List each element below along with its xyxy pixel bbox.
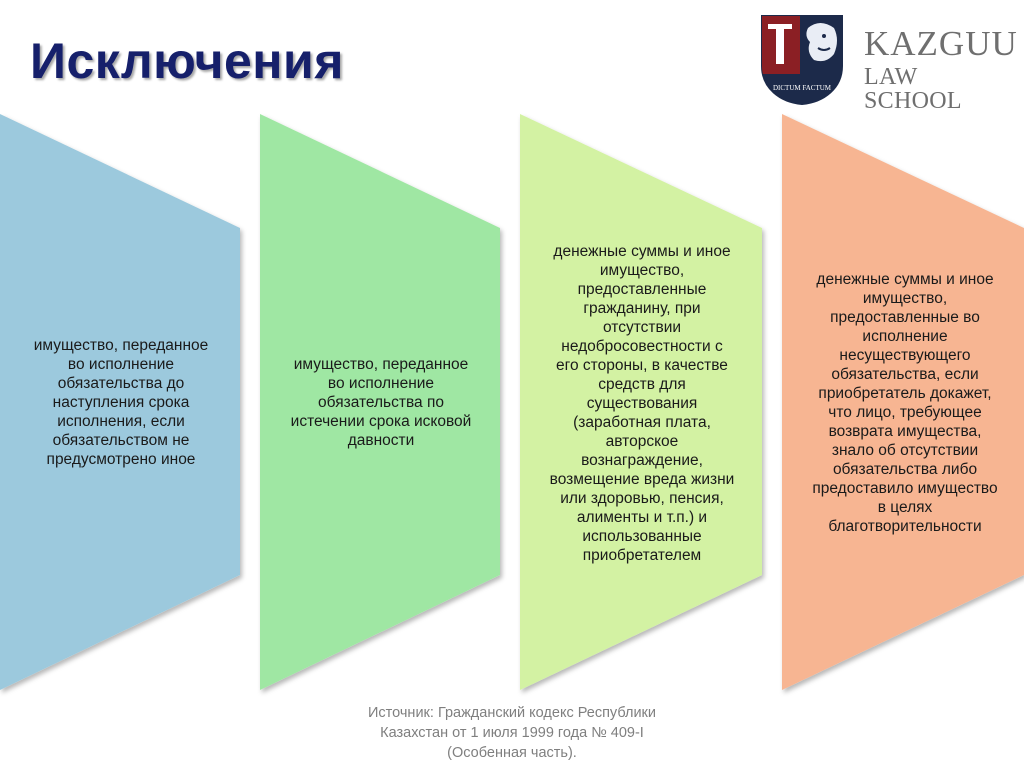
logo-subtitle: LAW SCHOOL xyxy=(864,64,962,114)
exception-card-1-text: имущество, переданное во исполнение обязательства до наступления срока исполнения, если обязательством не предусмотрено иное xyxy=(33,337,209,468)
source-note: Источник: Гражданский кодекс Республики Казахстан от 1 июля 1999 года № 409-I (Особенная часть). xyxy=(367,705,656,761)
exception-card-3-text: денежные суммы и иное имущество, предоставленные гражданину, при отсутствии недобросовестности с его стороны, в качестве средств для существования (заработная плата, авторское вознаграждение, возмещение вреда жизни или здоровью, пенсия, алименты и т.п.) и использованные приобретателем xyxy=(549,243,735,564)
slide-title: Исключения xyxy=(30,33,344,89)
exception-card-4-text: денежные суммы и иное имущество, предоставленные во исполнение несуществующего обязательства, если приобретатель докажет, что лицо, требующее возврата имущества, знало об отсутствии обязательства либо предоставило имущество в целях благотворительности xyxy=(812,271,998,535)
exception-card-2-text: имущество, переданное во исполнение обязательства по истечении срока исковой давности xyxy=(290,356,472,449)
logo-name: KAZGUU xyxy=(864,24,1018,63)
emblem-motto: DICTUM FACTUM xyxy=(772,84,832,92)
